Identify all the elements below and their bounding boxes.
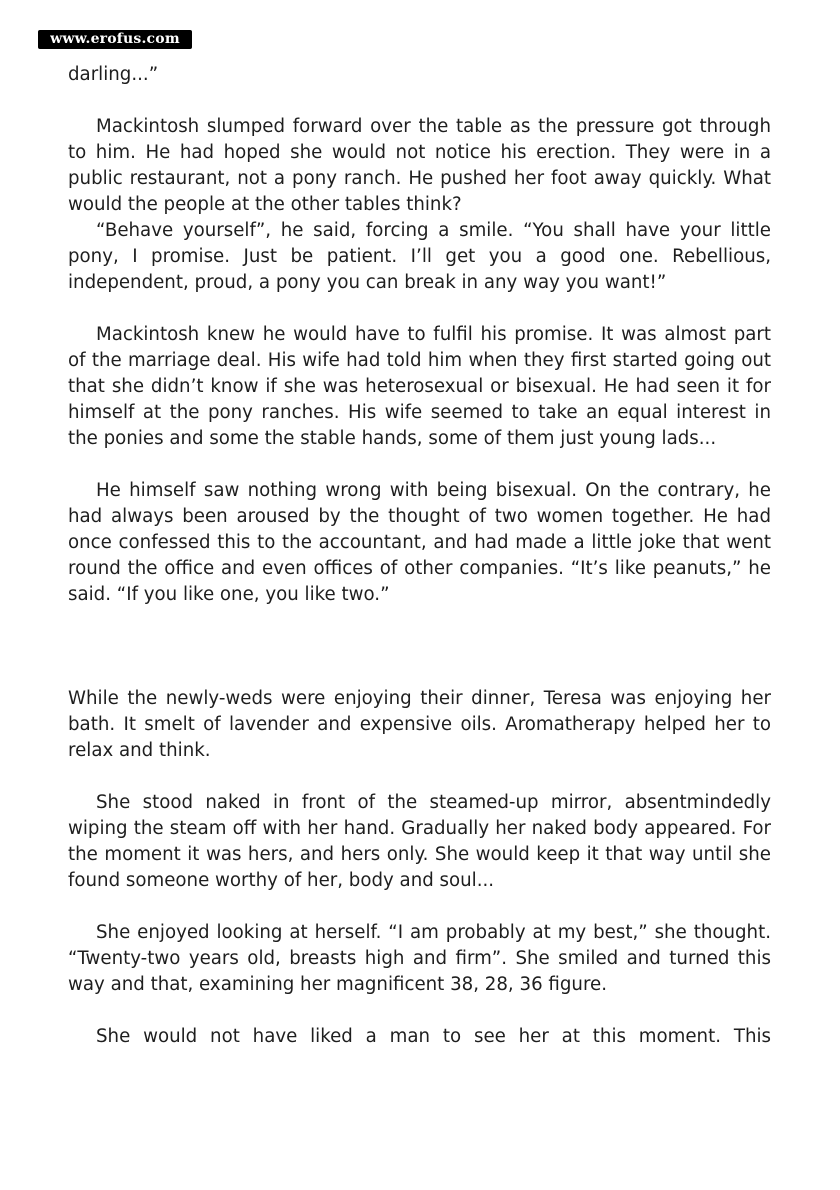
paragraph-bisexual: He himself saw nothing wrong with being bisexual. On the contrary, he had always been aroused by the thought of two women together. He had once confessed this to the accountant, and had made a little joke that went round the office and even offices of other companies. “It’s like peanuts,” he said. “If you like one, you like two.” bbox=[68, 480, 771, 605]
paragraph-mackintosh-slumped: Mackintosh slumped forward over the table as the pressure got through to him. He had hoped she would not notice his erection. They were in a public restaurant, not a pony ranch. He pushed her foot away quickly. What would the people at the other tables think? bbox=[68, 116, 771, 215]
watermark-logo: www.erofus.com bbox=[38, 30, 192, 49]
page-text bbox=[68, 62, 771, 1050]
paragraph-would-not-have-liked: She would not have liked a man to see her at this moment. This bbox=[96, 1026, 771, 1047]
paragraph-newly-weds: While the newly-weds were enjoying their dinner, Teresa was enjoying her bath. It smelt of lavender and expensive oils. Aromatherapy helped her to relax and think. bbox=[68, 688, 771, 761]
paragraph-behave-yourself: “Behave yourself”, he said, forcing a smile. “You shall have your little pony, I promise. Just be patient. I’ll get you a good one. Rebellious, independent, proud, a pony you can break in any way you want!” bbox=[68, 220, 771, 293]
paragraph-looking-at-herself: She enjoyed looking at herself. “I am probably at my best,” she thought. “Twenty-two years old, breasts high and firm”. She smiled and turned this way and that, examining her magnificent 38, 28, 36 figure. bbox=[68, 922, 771, 995]
paragraph-fulfil-promise: Mackintosh knew he would have to fulfil his promise. It was almost part of the marriage deal. His wife had told him when they first started going out that she didn’t know if she was heterosexual or bisexual. He had seen it for himself at the pony ranches. His wife seemed to take an equal interest in the ponies and some the stable hands, some of them just young lads... bbox=[68, 324, 771, 449]
paragraph-mirror: She stood naked in front of the steamed-up mirror, absentmindedly wiping the steam off with her hand. Gradually her naked body appeared. For the moment it was hers, and hers only. She would keep it that way until she found someone worthy of her, body and soul... bbox=[68, 792, 771, 891]
paragraph-darling: darling...” bbox=[68, 64, 159, 85]
